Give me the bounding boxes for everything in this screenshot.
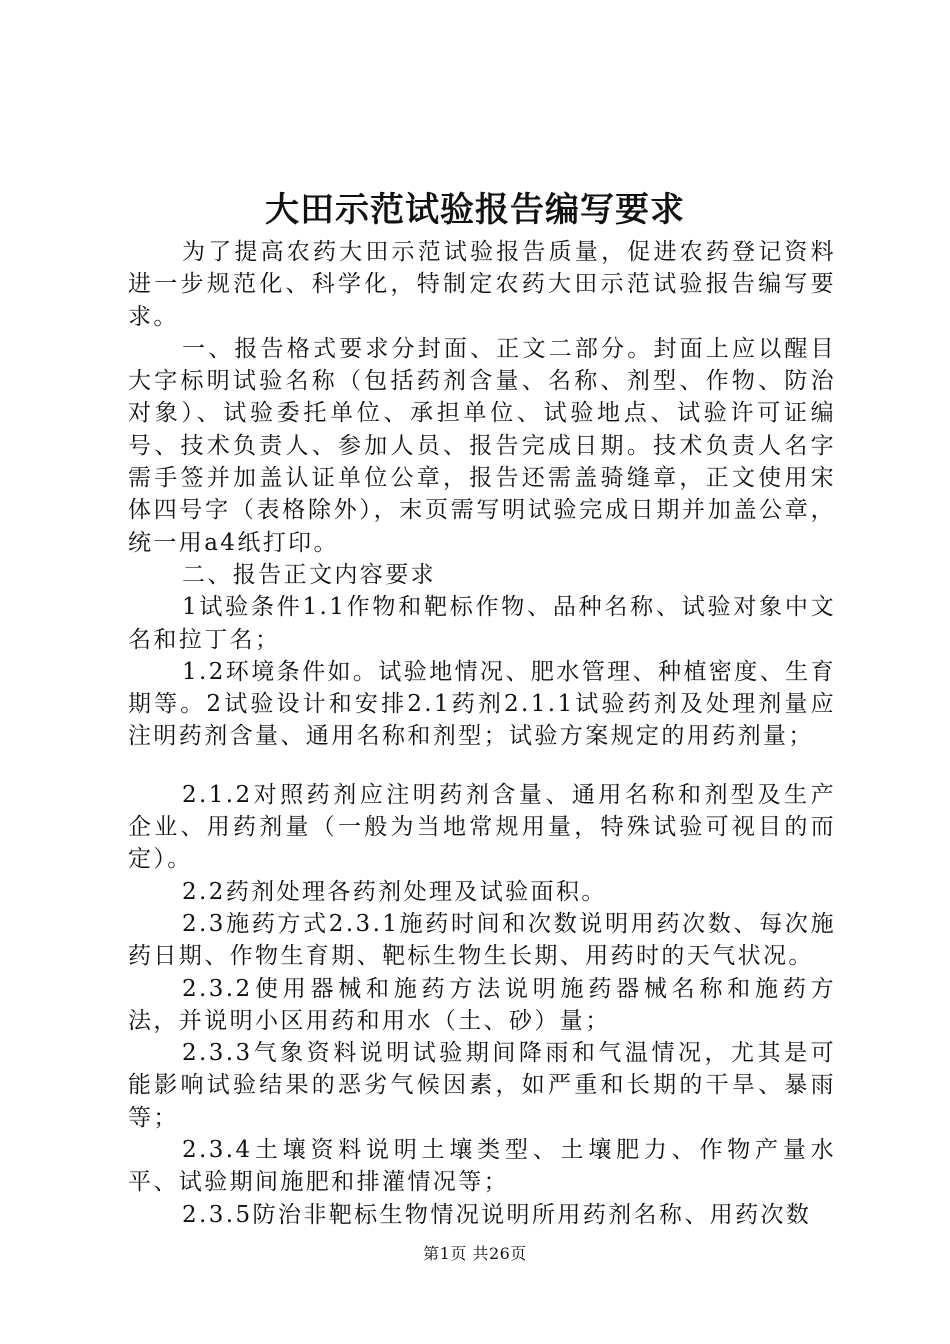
paragraph-weather-data: 2.3.3气象资料说明试验期间降雨和气温情况，尤其是可能影响试验结果的恶劣气候因素，如严重和长期的干旱、暴雨等； (128, 1040, 836, 1131)
paragraph-test-conditions: 1试验条件1.1作物和靶标作物、品种名称、试验对象中文名和拉丁名； (128, 594, 836, 653)
paragraph-control-agent: 2.1.2对照药剂应注明药剂含量、通用名称和剂型及生产企业、用药剂量（一般为当地常规用量，特殊试验可视目的而定）。 (128, 781, 836, 873)
paragraph-equipment: 2.3.2使用器械和施药方法说明施药器械名称和施药方法，并说明小区用药和用水（土、砂）量； (128, 975, 836, 1034)
document-title: 大田示范试验报告编写要求 (265, 190, 685, 230)
paragraph-agent-treatment: 2.2药剂处理各药剂处理及试验面积。 (182, 878, 607, 905)
paragraph-format-requirements: 一、报告格式要求分封面、正文二部分。封面上应以醒目大字标明试验名称（包括药剂含量、名称、剂型、作物、防治对象）、试验委托单位、承担单位、试验地点、试验许可证编号、技术负责人、参加人员、报告完成日期。技术负责人名字需手签并加盖认证单位公章，报告还需盖骑缝章，正文使用宋体四号字（表格除外），末页需写明试验完成日期并加盖公章，统一用a4纸打印。 (128, 335, 836, 556)
paragraph-intro: 为了提高农药大田示范试验报告质量，促进农药登记资料进一步规范化、科学化，特制定农药大田示范试验报告编写要求。 (128, 239, 836, 330)
paragraph-non-target-control: 2.3.5防治非靶标生物情况说明所用药剂名称、用药次数 (182, 1201, 812, 1228)
paragraph-environment-conditions: 1.2环境条件如。试验地情况、肥水管理、种植密度、生育期等。2试验设计和安排2.1药剂2.1.1试验药剂及处理剂量应注明药剂含量、通用名称和剂型；试验方案规定的用药剂量； (128, 658, 836, 750)
document-body (128, 236, 836, 1231)
paragraph-section-two-heading: 二、报告正文内容要求 (182, 561, 436, 588)
paragraph-application-method: 2.3施药方式2.3.1施药时间和次数说明用药次数、每次施药日期、作物生育期、靶标生物生长期、用药时的天气状况。 (128, 910, 836, 970)
page-footer: 第1页 共26页 (423, 1244, 527, 1263)
paragraph-soil-data: 2.3.4土壤资料说明土壤类型、土壤肥力、作物产量水平、试验期间施肥和排灌情况等； (128, 1137, 836, 1196)
